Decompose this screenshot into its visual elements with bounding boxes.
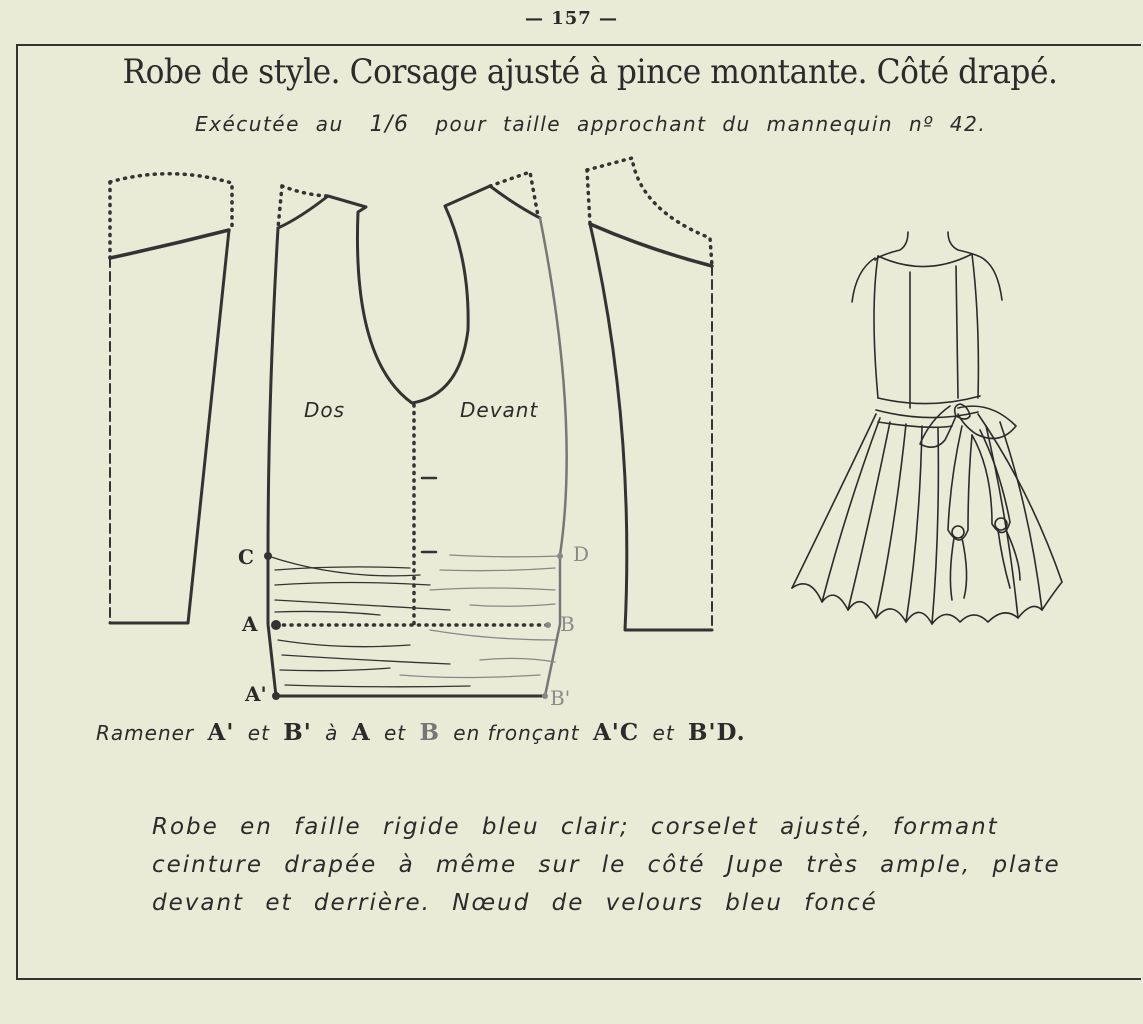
label-front: Devant <box>460 398 539 422</box>
point-a-prime: A' <box>245 682 267 706</box>
back-side-piece <box>110 174 232 623</box>
plate-title: Robe de style. Corsage ajusté à pince montante. Côté drapé. <box>122 52 1058 92</box>
instruction-word: et <box>652 721 675 745</box>
point-d: D <box>573 542 590 566</box>
instruction-point: B'D. <box>688 719 746 746</box>
description-line: devant et derrière. Nœud de velours bleu foncé <box>152 890 878 916</box>
label-back: Dos <box>304 398 346 422</box>
front-side-piece <box>587 158 712 630</box>
instruction-point: A <box>351 719 371 746</box>
point-b-prime: B' <box>550 686 571 710</box>
instruction-point: A' <box>207 719 235 746</box>
instruction-word: à <box>325 721 339 745</box>
dress-illustration <box>780 230 1080 640</box>
page-number: — 157 — <box>524 8 619 29</box>
subtitle-before: Exécutée au <box>195 112 344 136</box>
description-line: ceinture drapée à même sur le côté Jupe très ample, plate <box>152 852 1061 878</box>
point-b: B <box>560 612 575 636</box>
subtitle-scale: 1/6 <box>369 112 410 137</box>
description-line: Robe en faille rigide bleu clair; corselet ajusté, formant <box>152 814 999 840</box>
instruction-word: et <box>383 721 407 745</box>
subtitle-after: pour taille approchant du mannequin nº 42. <box>435 112 987 136</box>
assembly-instruction <box>96 719 752 746</box>
instruction-word: et <box>247 721 270 745</box>
point-c: C <box>238 545 254 569</box>
instruction-point: A'C <box>592 719 640 746</box>
instruction-word: en fronçant <box>453 721 580 745</box>
instruction-word: Ramener <box>96 721 195 745</box>
instruction-point: B' <box>283 719 312 746</box>
dress-description <box>152 808 1072 922</box>
point-a: A <box>242 612 258 636</box>
bodice-piece <box>268 172 567 696</box>
instruction-point: B <box>419 719 440 746</box>
